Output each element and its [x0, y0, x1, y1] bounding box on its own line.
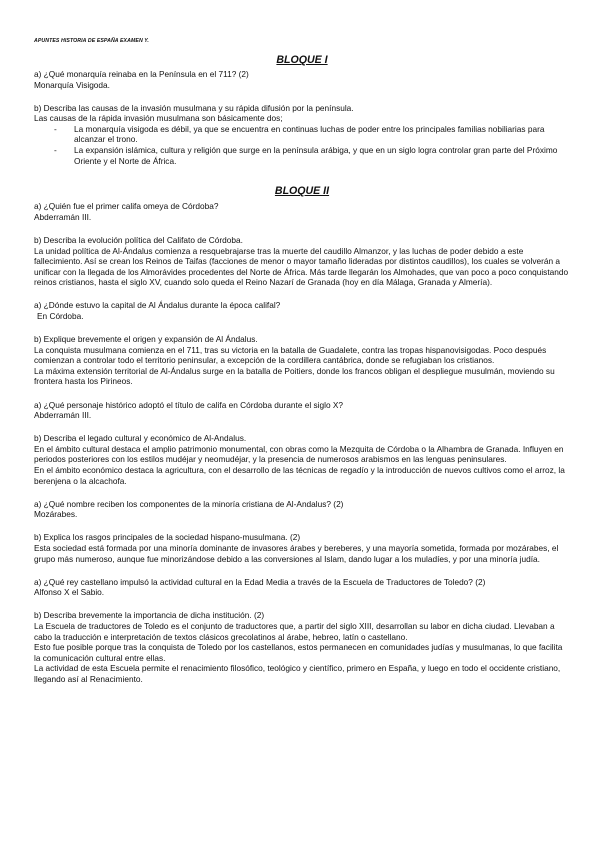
answer — [34, 543, 570, 564]
answer-paragraph: Monarquía Visigoda. — [34, 79, 110, 90]
qa-item — [34, 201, 570, 222]
question: b) Describa brevemente la importancia de dicha institución. (2) — [34, 610, 265, 621]
answer-paragraph: Abderramán III. — [34, 211, 92, 222]
answer — [34, 311, 570, 322]
question: b) Describa el legado cultural y económico de Al-Andalus. — [34, 433, 247, 444]
qa-item — [34, 499, 570, 520]
answer — [34, 509, 570, 520]
block-title-1: BLOQUE I — [276, 54, 328, 66]
question: a) ¿Dónde estuvo la capital de Al Ándalus durante la época califal? — [34, 300, 281, 311]
qa-item — [34, 400, 570, 421]
answer — [34, 345, 570, 387]
answer — [34, 113, 570, 166]
answer — [34, 587, 570, 598]
question: b) Describa las causas de la invasión musulmana y su rápida difusión por la península. — [34, 102, 354, 113]
qa-item — [34, 610, 570, 684]
answer-paragraph: La actividad de esta Escuela permite el renacimiento filosófico, teológico y científico, primero en España, y luego en todo el occidente cristiano, llegando así al Renacimiento. — [34, 663, 561, 684]
list-item: - La monarquía visigoda es débil, ya que se encuentra en continuas luchas de poder entre los principales familias nobiliarias para alcanzar el trono. — [74, 124, 570, 145]
question: a) ¿Qué personaje histórico adoptó el título de califa en Córdoba durante el siglo X? — [34, 399, 344, 410]
answer-paragraph: En el ámbito económico destaca la agricultura, con el desarrollo de las técnicas de regadío y la introducción de nuevos cultivos como el arroz, la berenjena o la alcachofa. — [34, 465, 565, 486]
question: a) ¿Qué rey castellano impulsó la actividad cultural en la Edad Media a través de la Escuela de Traductores de Toledo? (2) — [34, 576, 486, 587]
answer-paragraph: Alfonso X el Sabio. — [34, 587, 105, 598]
answer-paragraph: La unidad política de Al-Ándalus comienza a resquebrajarse tras la muerte del caudillo Almanzor, y las luchas de poder debido a este fallecimiento. Así se crean los Reinos de Taifas (facciones de menor o mayor tamaño lideradas por distintos caudillos), los cuales se volverán a unificar con la llegada de los Almorávides procedentes del Norte de África. Más tarde llegarán los Almohades, que van poco a poco conquistando reinos cristianos, hasta el siglo XV, cuando solo queda el Reino Nazarí de Granada (hoy en día Málaga, Granada y Almería). — [34, 245, 569, 288]
answer-paragraph: En Córdoba. — [37, 311, 84, 321]
list-item: - La expansión islámica, cultura y religión que surge en la península arábiga, y que en un siglo logra controlar gran parte del Próximo Oriente y el Norte de África. — [74, 145, 570, 166]
answer-paragraph: La conquista musulmana comienza en el 711, tras su victoria en la batalla de Guadalete, contra las tropas hispanovisigodas. Poco después comienzan a controlar todo el territorio peninsular, a excepción de la cordillera cantábrica, donde se refugiaban los cristianos. — [34, 344, 547, 366]
answer-paragraph: En el ámbito cultural destaca el amplio patrimonio monumental, con obras como la Mezquita de Córdoba o la Alhambra de Granada. Influyen en periodos posteriores con los estilos mudéjar y neomudéjar, y la presencia de numerosos arabismos en las lenguas peninsulares. — [34, 443, 564, 465]
answer-paragraph: Abderramán III. — [34, 410, 92, 421]
question: a) ¿Qué nombre reciben los componentes de la minoría cristiana de Al-Andalus? (2) — [34, 498, 344, 509]
question: a) ¿Qué monarquía reinaba en la Península en el 711? (2) — [34, 69, 249, 79]
answer-paragraph: Las causas de la rápida invasión musulmana son básicamente dos; — [34, 113, 283, 124]
answer-list — [34, 124, 570, 166]
answer-paragraph: La Escuela de traductores de Toledo es el conjunto de traductores que, a partir del siglo XIII, desarrollan su labor en dicha ciudad. Llevaban a cabo la traducción e interpretación de textos clásicos grecolatinos al árabe, hebreo, latín o castellano. — [34, 620, 555, 642]
answer-paragraph: Esta sociedad está formada por una minoría dominante de invasores árabes y bereberes, y una mayoría sometida, formada por mozárabes, el grupo más numeroso, aunque fue minorizándose debido a las conversiones al Islam, dando lugar a los muladíes, y por una minoría judía. — [34, 543, 559, 564]
answer-paragraph: Mozárabes. — [34, 509, 78, 520]
question: b) Explique brevemente el origen y expansión de Al Ándalus. — [34, 334, 258, 345]
answer — [34, 80, 570, 91]
qa-item — [34, 103, 570, 167]
question: b) Describa la evolución política del Califato de Córdoba. — [34, 234, 243, 245]
answer — [34, 621, 570, 685]
answer-paragraph: La máxima extensión territorial de Al-Ándalus surge en la batalla de Poitiers, donde los francos obligan el despliegue musulmán, moviendo su frontera hasta los Pirineos. — [34, 365, 555, 387]
block-title-2: BLOQUE II — [274, 185, 330, 198]
answer-paragraph: Esto fue posible porque tras la conquista de Toledo por los castellanos, estos permanecen en comunidades judías y musulmanas, lo que facilita la comunicación cultural entre ellas. — [34, 642, 563, 663]
qa-item — [34, 235, 570, 288]
qa-item — [34, 300, 570, 321]
document-header: APUNTES HISTORIA DE ESPAÑA EXAMEN Y. — [34, 38, 149, 44]
question: b) Explica los rasgos principales de la sociedad hispano-musulmana. (2) — [34, 532, 301, 543]
qa-item — [34, 69, 570, 90]
qa-item — [34, 577, 570, 598]
answer — [34, 246, 570, 288]
answer — [34, 212, 570, 223]
qa-item — [34, 433, 570, 486]
question: a) ¿Quién fue el primer califa omeya de Córdoba? — [34, 201, 219, 212]
qa-item — [34, 334, 570, 387]
answer — [34, 444, 570, 486]
answer — [34, 410, 570, 421]
qa-item — [34, 532, 570, 564]
